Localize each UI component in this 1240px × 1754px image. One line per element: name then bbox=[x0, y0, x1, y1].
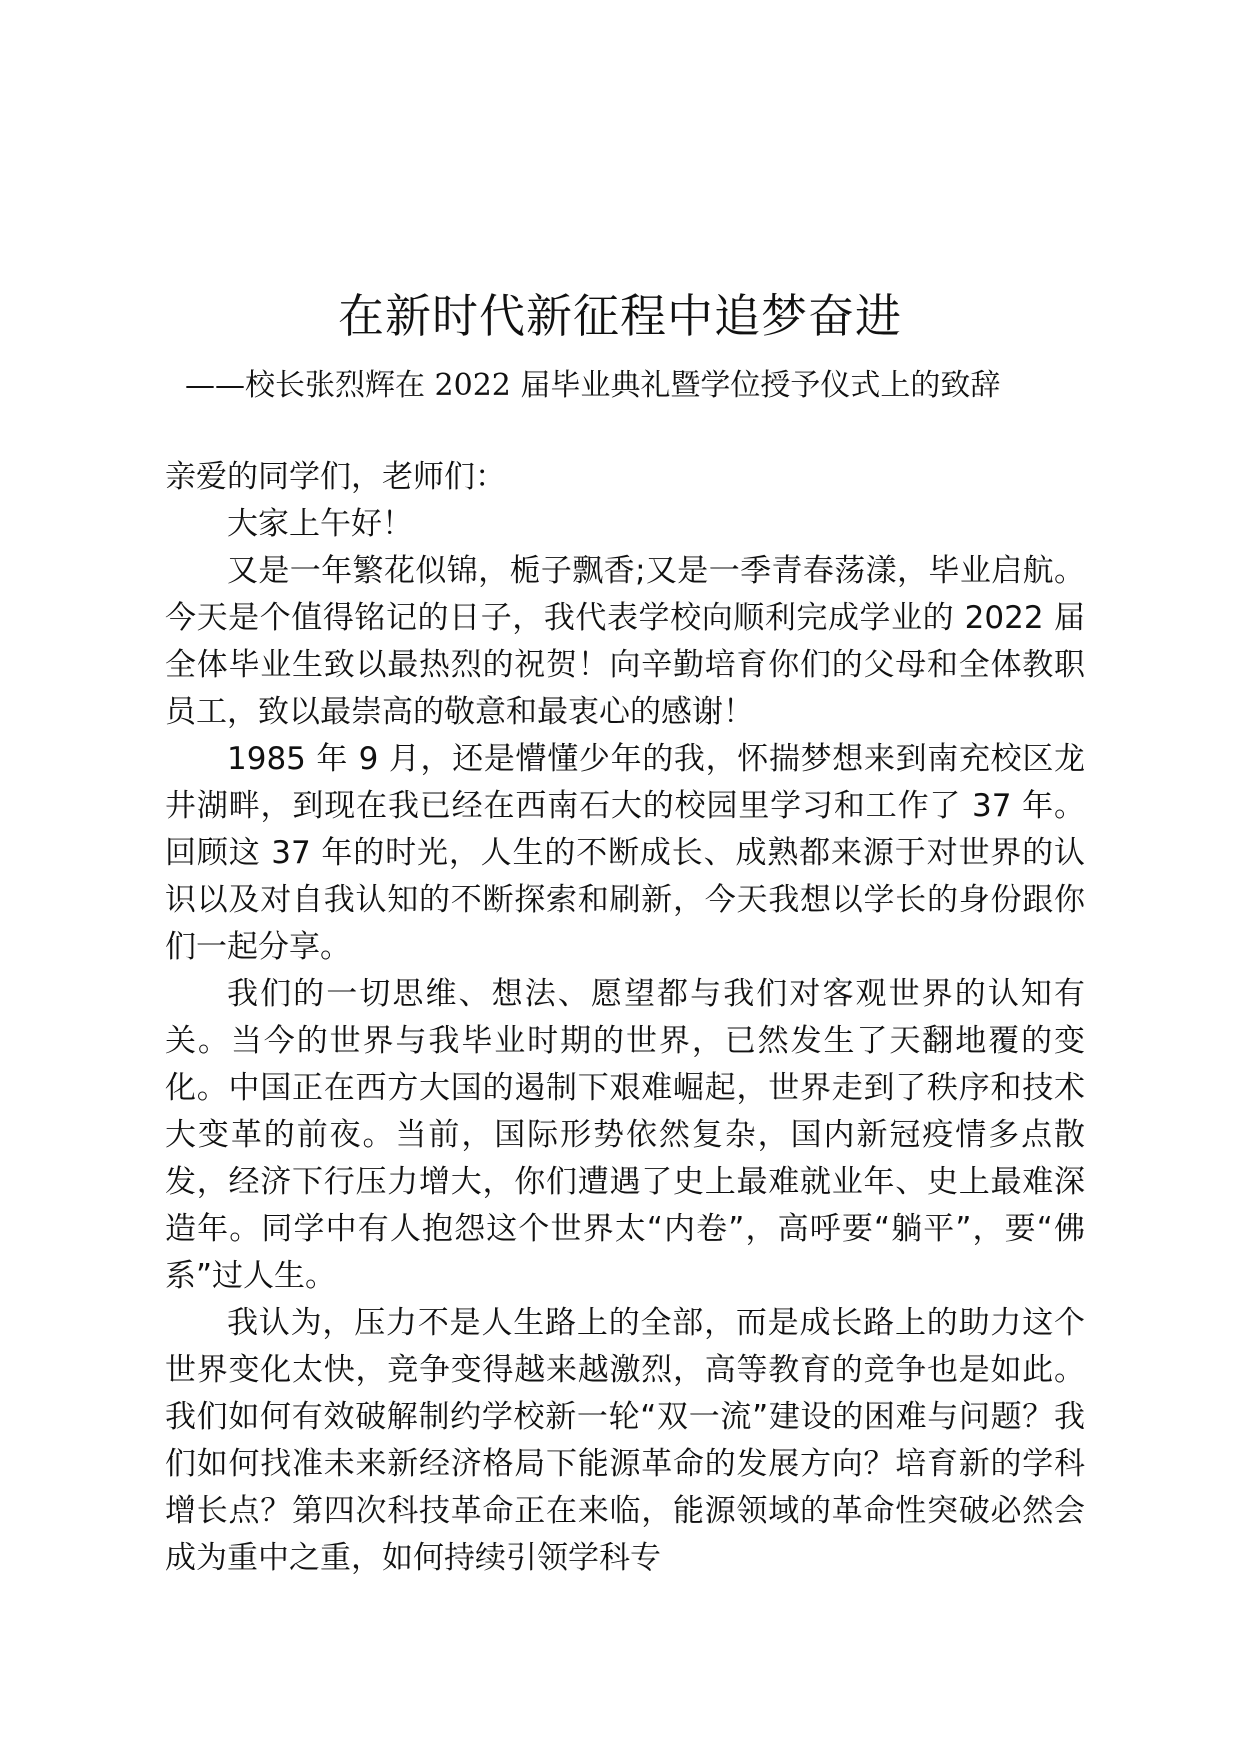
paragraph-personal-history: 1985 年 9 月，还是懵懂少年的我，怀揣梦想来到南充校区龙井湖畔，到现在我已经在西南石大的校园里学习和工作了 37 年。回顾这 37 年的时光，人生的不断成长、成熟都来源于对世界的认识以及对自我认知的不断探索和刷新，今天我想以学长的身份跟你们一起分享。 bbox=[165, 741, 1085, 965]
page-subtitle: ——校长张烈辉在 2022 届毕业典礼暨学位授予仪式上的致辞 bbox=[185, 368, 1001, 403]
paragraph-pressure: 我认为，压力不是人生路上的全部，而是成长路上的助力这个世界变化太快，竞争变得越来越激烈，高等教育的竞争也是如此。我们如何有效破解制约学校新一轮“双一流”建设的困难与问题？我们如何找准未来新经济格局下能源革命的发展方向？培育新的学科增长点？第四次科技革命正在来临，能源领域的革命性突破必然会成为重中之重，如何持续引领学科专 bbox=[165, 1305, 1085, 1576]
paragraph-greeting: 大家上午好！ bbox=[227, 506, 413, 542]
paragraph-world-change: 我们的一切思维、想法、愿望都与我们对客观世界的认知有关。当今的世界与我毕业时期的世界，已然发生了天翻地覆的变化。中国正在西方大国的遏制下艰难崛起，世界走到了秩序和技术大变革的前夜。当前，国际形势依然复杂，国内新冠疫情多点散发，经济下行压力增大，你们遭遇了史上最难就业年、史上最难深造年。同学中有人抱怨这个世界太“内卷”，高呼要“躺平”，要“佛系”过人生。 bbox=[165, 976, 1085, 1294]
paragraph-congratulations: 又是一年繁花似锦，栀子飘香;又是一季青春荡漾，毕业启航。今天是个值得铭记的日子，我代表学校向顺利完成学业的 2022 届全体毕业生致以最热烈的祝贺！向辛勤培育你们的父母和全体教职员工，致以最崇高的敬意和最衷心的感谢！ bbox=[165, 553, 1085, 730]
speech-body bbox=[165, 454, 1085, 1582]
salutation: 亲爱的同学们，老师们： bbox=[165, 459, 506, 495]
page-title: 在新时代新征程中追梦奋进 bbox=[338, 289, 902, 343]
